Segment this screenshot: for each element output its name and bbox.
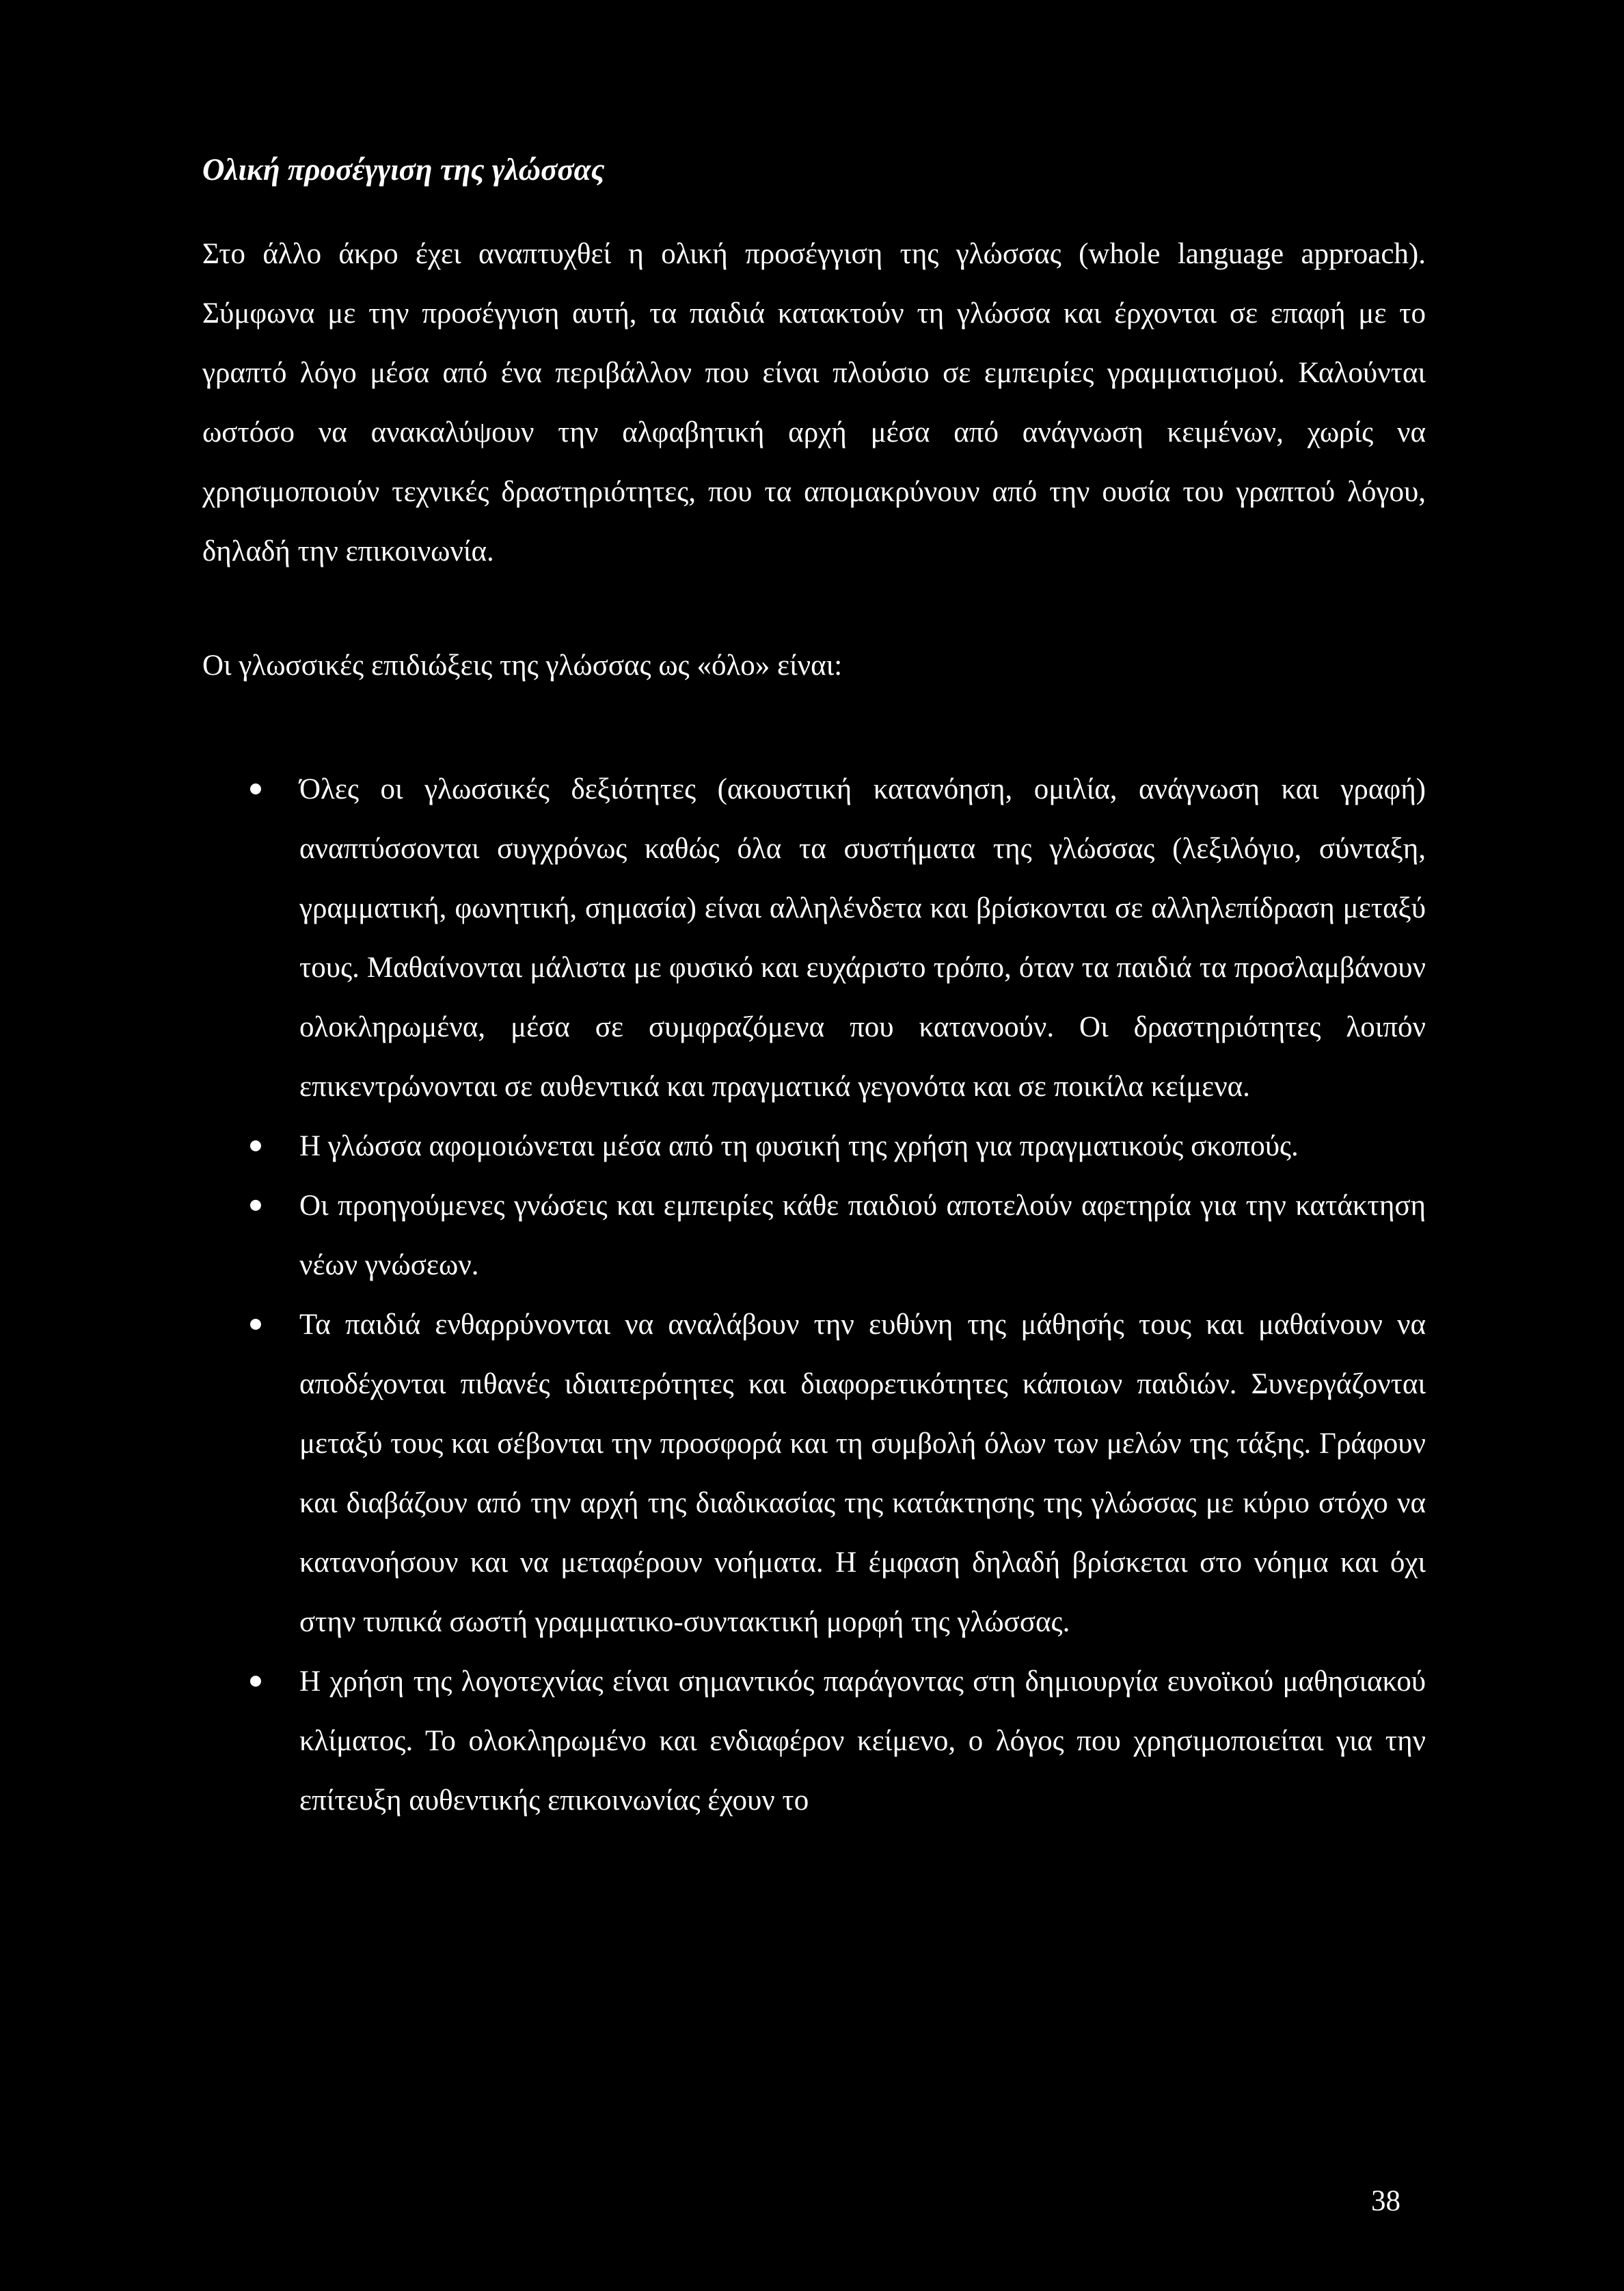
list-item-text: Όλες οι γλωσσικές δεξιότητες (ακουστική κατανόηση, ομιλία, ανάγνωση και γραφή) αναπτύσσονται συγχρόνως καθώς όλα τα συστήματα της γλώσσας (λεξιλόγιο, σύνταξη, γραμματική, φωνητική, σημασία) είναι αλληλένδετα και βρίσκονται σε αλληλεπίδραση μεταξύ τους. Μαθαίνονται μάλιστα με φυσικό και ευχάριστο τρόπο, όταν τα παιδιά τα προσλαμβάνουν ολοκληρωμένα, μέσα σε συμφραζόμενα που κατανοούν. Οι δραστηριότητες λοιπόν επικεντρώνονται σε αυθεντικά και πραγματικά γεγονότα και σε ποικίλα κείμενα.: [299, 773, 1426, 1103]
goals-bullet-list: [202, 760, 1426, 1830]
section-heading: Ολική προσέγγιση της γλώσσας: [202, 152, 605, 187]
goals-intro-paragraph: Οι γλωσσικές επιδιώξεις της γλώσσας ως «όλο» είναι:: [202, 649, 843, 682]
list-item: [202, 1116, 1426, 1176]
list-item: [202, 1652, 1426, 1830]
list-item: [202, 1176, 1426, 1295]
list-item: [202, 760, 1426, 1116]
bullet-icon: [250, 1676, 261, 1687]
list-item-text: Η γλώσσα αφομοιώνεται μέσα από τη φυσική της χρήση για πραγματικούς σκοπούς.: [299, 1130, 1299, 1162]
list-item: [202, 1295, 1426, 1652]
bullet-icon: [250, 783, 261, 794]
page-number: 38: [1371, 2185, 1400, 2217]
bullet-icon: [250, 1140, 261, 1151]
bullet-icon: [250, 1200, 261, 1211]
bullet-icon: [250, 1319, 261, 1330]
list-item-text: Τα παιδιά ενθαρρύνονται να αναλάβουν την ευθύνη της μάθησής τους και μαθαίνουν να αποδέχονται πιθανές ιδιαιτερότητες και διαφορετικότητες κάποιων παιδιών. Συνεργάζονται μεταξύ τους και σέβονται την προσφορά και τη συμβολή όλων των μελών της τάξης. Γράφουν και διαβάζουν από την αρχή της διαδικασίας της κατάκτησης της γλώσσας με κύριο στόχο να κατανοήσουν και να μεταφέρουν νοήματα. Η έμφαση δηλαδή βρίσκεται στο νόημα και όχι στην τυπικά σωστή γραμματικο-συντακτική μορφή της γλώσσας.: [299, 1309, 1426, 1638]
list-item-text: Οι προηγούμενες γνώσεις και εμπειρίες κάθε παιδιού αποτελούν αφετηρία για την κατάκτηση νέων γνώσεων.: [299, 1190, 1426, 1281]
list-item-text: Η χρήση της λογοτεχνίας είναι σημαντικός παράγοντας στη δημιουργία ευνοϊκού μαθησιακού κλίματος. Το ολοκληρωμένο και ενδιαφέρον κείμενο, ο λόγος που χρησιμοποιείται για την επίτευξη αυθεντικής επικοινωνίας έχουν το: [299, 1665, 1426, 1817]
intro-paragraph: Στο άλλο άκρο έχει αναπτυχθεί η ολική προσέγγιση της γλώσσας (whole language approach). Σύμφωνα με την προσέγγιση αυτή, τα παιδιά κατακτούν τη γλώσσα και έρχονται σε επαφή με το γραπτό λόγο μέσα από ένα περιβάλλον που είναι πλούσιο σε εμπειρίες γραμματισμού. Καλούνται ωστόσο να ανακαλύψουν την αλφαβητική αρχή μέσα από ανάγνωση κειμένων, χωρίς να χρησιμοποιούν τεχνικές δραστηριότητες, που τα απομακρύνουν από την ουσία του γραπτού λόγου, δηλαδή την επικοινωνία.: [202, 238, 1426, 567]
